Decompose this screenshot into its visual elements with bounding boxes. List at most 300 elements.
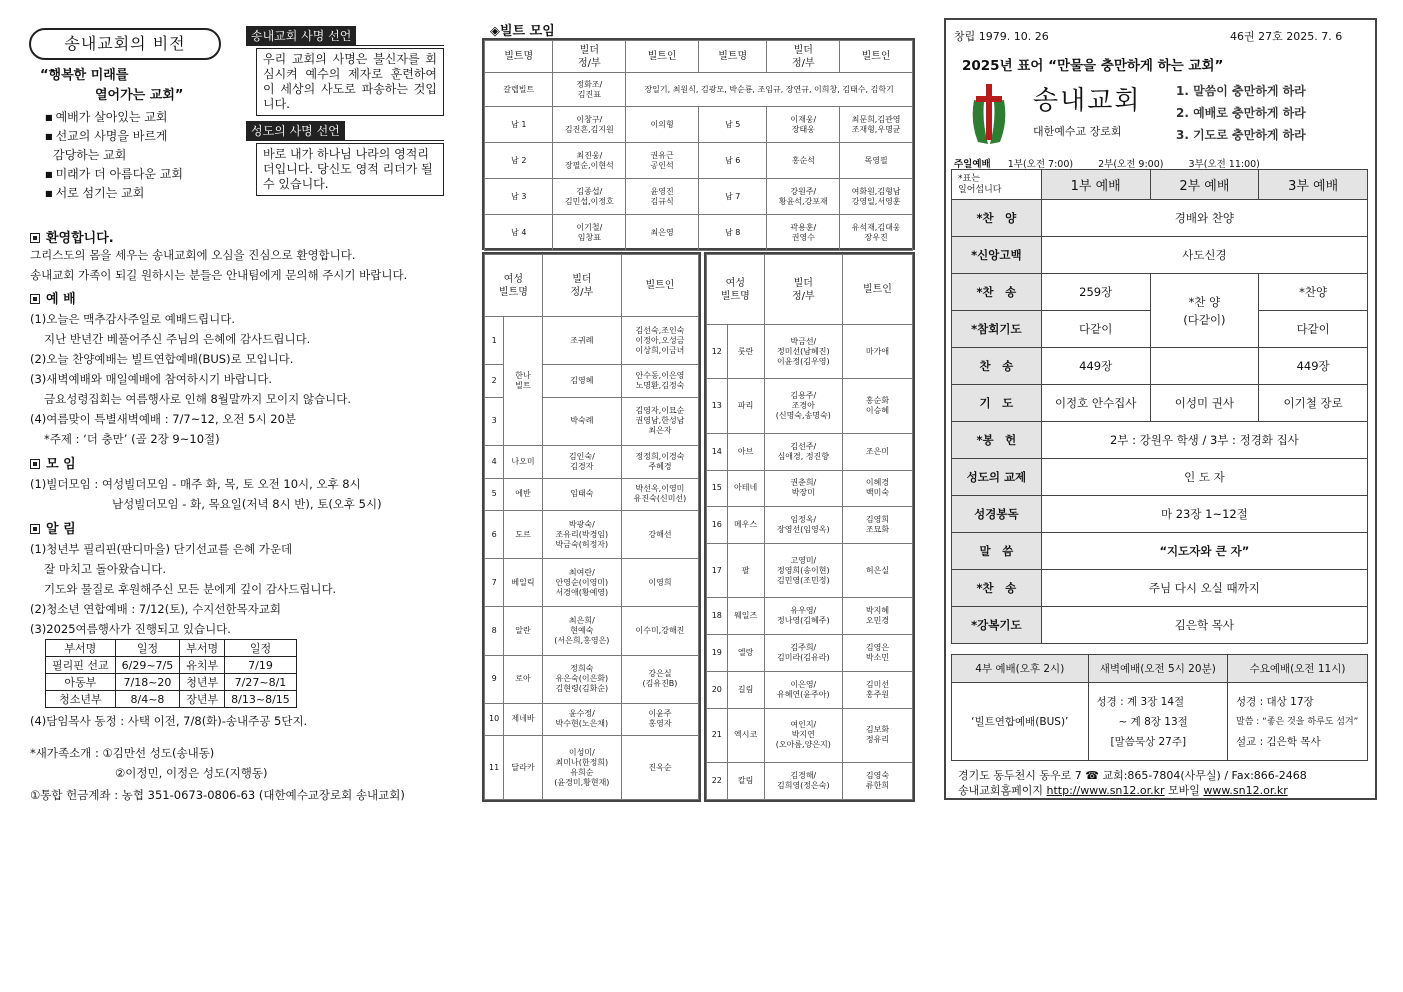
- cell-text: 칼림: [737, 776, 754, 786]
- cell-text: 팔: [741, 565, 750, 575]
- table-cell: [840, 179, 913, 215]
- cell-text: 엘랑: [737, 648, 754, 658]
- table-cell: [621, 445, 698, 478]
- mission-text: 우리 교회의 사명은 불신자를 회심시켜 예수의 제자로 훈련하여 이 세상의 사도로 파송하는 것입니다.: [256, 48, 444, 116]
- table-cell: [504, 736, 543, 800]
- vision-item: ■ 서로 섬기는 교회: [45, 184, 183, 203]
- cell-text: 엑시코: [734, 730, 758, 740]
- mobile-link[interactable]: www.sn12.or.kr: [1203, 784, 1288, 797]
- table-cell: [621, 703, 698, 736]
- detail-line: 설교 : 김은학 목사: [1236, 735, 1321, 748]
- table-cell: [842, 598, 912, 635]
- order-value: 경배와 찬양: [1041, 200, 1367, 237]
- goal-item: 3. 기도로 충만하게 하라: [1176, 128, 1306, 142]
- sunday-label: 주일예배: [954, 159, 991, 170]
- cell-text: 이성미/ 최미나(한정희) 유희순 (윤경미,황현재): [554, 747, 610, 787]
- table-cell: 청년부: [180, 674, 225, 691]
- cell-text: 최여란/ 안영순(이영미) 서경애(황예영): [555, 567, 609, 597]
- table-row: [707, 507, 913, 544]
- goals-list: [1176, 80, 1306, 146]
- table-cell: [727, 379, 764, 433]
- cell-text: 강원주/ 황윤석,강포재: [778, 186, 828, 206]
- cell-text: 메우스: [734, 520, 758, 530]
- cell-text: 강은실 (김유진B): [642, 669, 678, 689]
- table-cell: [727, 763, 764, 800]
- table-cell: [542, 365, 621, 398]
- order-value: 이정호 안수집사: [1041, 385, 1150, 422]
- cell-text: 2: [491, 376, 497, 386]
- dawn-service-detail: [1088, 683, 1228, 761]
- worship-line: 지난 반년간 베풀어주신 주님의 은혜에 감사드립니다.: [44, 332, 311, 346]
- order-row: [952, 422, 1368, 459]
- table-cell: [504, 317, 543, 446]
- summer-events-table: [45, 639, 297, 708]
- table-cell: [842, 635, 912, 672]
- cell-text: 여인지/ 박지연 (오아름,양은지): [775, 720, 831, 750]
- table-cell: [621, 365, 698, 398]
- cell-text: 13: [711, 401, 722, 411]
- service-time: 3부(오전 11:00): [1188, 159, 1260, 170]
- table-cell: [621, 478, 698, 511]
- cell-text: 박금선/ 정미선(남혜진) 이윤정(김우영): [776, 336, 830, 366]
- table-cell: [764, 325, 842, 379]
- table-cell: [842, 672, 912, 709]
- wednesday-service-detail: [1228, 683, 1368, 761]
- order-value: 주님 다시 오실 때까지: [1041, 570, 1367, 607]
- cell-text: 김영자,이묘순 권영남,한성남 최은자: [635, 406, 685, 436]
- welcome-line: 송내교회 가족이 되길 원하시는 분들은 안내팀에게 문의해 주시기 바랍니다.: [30, 268, 408, 282]
- cell-text: 이창구/ 김진흔,김지원: [564, 114, 614, 134]
- table-row: [485, 736, 699, 800]
- order-value: 259장: [1041, 274, 1150, 311]
- table-cell: [764, 544, 842, 598]
- table-cell: [542, 478, 621, 511]
- table-cell: [542, 703, 621, 736]
- notice-line: (3)2025여름행사가 진행되고 있습니다.: [30, 622, 231, 636]
- order-value: 마 23장 1~12절: [1041, 496, 1367, 533]
- table-cell: 8/13~8/15: [225, 691, 297, 708]
- table-cell: [504, 478, 543, 511]
- cell-text: 박숙례: [570, 416, 594, 426]
- order-value: 다같이: [1041, 311, 1150, 348]
- notice-line: (4)담임목사 동정 : 사택 이전, 7/8(화)-송내주공 5단지.: [30, 714, 308, 728]
- cell-text: 홍순화 이승혜: [865, 396, 890, 416]
- table-cell: [727, 708, 764, 762]
- table-cell: [764, 507, 842, 544]
- cell-text: 1: [491, 335, 497, 345]
- worship-line: (4)여름맞이 특별새벽예배 : 7/7~12, 오전 5시 20분: [30, 412, 297, 426]
- table-cell: [842, 379, 912, 433]
- table-cell: [485, 736, 504, 800]
- cell-text: 20: [711, 684, 722, 694]
- order-label: *찬 송: [952, 274, 1042, 311]
- header-text: 여성 빌트명: [498, 273, 528, 298]
- cell-text: 12: [711, 346, 722, 356]
- saint-text: 바로 내가 하나님 나라의 영적리더입니다. 당신도 영적 리더가 될 수 있습니다.: [256, 143, 444, 196]
- order-row: [952, 385, 1368, 422]
- mobile-label: 모바일: [1168, 784, 1200, 797]
- table-cell: [621, 511, 698, 559]
- table-cell: [485, 511, 504, 559]
- table-cell: 남 4: [485, 215, 553, 251]
- table-cell: [764, 635, 842, 672]
- cell-text: 로아: [515, 674, 531, 684]
- header-text: 여성 빌트명: [720, 277, 750, 302]
- table-cell: [542, 511, 621, 559]
- meeting-line: (1)빌더모임 : 여성빌더모임 - 매주 화, 목, 토 오전 10시, 오후 8시: [30, 477, 361, 491]
- cell-text: 김영혜: [570, 376, 594, 386]
- table-header: 빌트인: [840, 41, 913, 73]
- table-cell: 7/19: [225, 657, 297, 674]
- order-label: *찬 송: [952, 570, 1042, 607]
- table-row: [485, 317, 699, 365]
- service-time: 1부(오전 7:00): [1007, 159, 1074, 170]
- other-services-table: [951, 654, 1368, 761]
- order-value: 2부 : 강원우 학생 / 3부 : 정경화 집사: [1041, 422, 1367, 459]
- order-row: [952, 533, 1368, 570]
- cell-text: 4: [491, 456, 497, 466]
- cell-text: 이영희: [648, 577, 672, 587]
- worship-line: (1)오늘은 맥추감사주일로 예배드립니다.: [30, 312, 235, 326]
- square-bullet-icon: [30, 233, 40, 243]
- service-header: 2부 예배: [1150, 170, 1259, 200]
- cell-text: 8: [491, 625, 497, 635]
- table-cell: [764, 433, 842, 470]
- cell-text: 알란: [515, 625, 531, 635]
- website-line: [958, 783, 1307, 798]
- cell-text: 3: [491, 416, 497, 426]
- table-cell: [504, 655, 543, 703]
- table-cell: 7/18~20: [115, 674, 180, 691]
- order-row: [952, 200, 1368, 237]
- welcome-heading: 환영합니다.: [30, 227, 460, 246]
- square-bullet-icon: [30, 524, 40, 534]
- cell-text: 박광숙/ 조유리(박경임) 박금숙(허정자): [555, 519, 609, 549]
- cell-text: 윤영진 김규식: [650, 186, 674, 206]
- table-cell: [727, 433, 764, 470]
- table-cell: [767, 107, 840, 143]
- table-cell: [553, 107, 626, 143]
- table-cell: [764, 379, 842, 433]
- saint-declaration: [246, 120, 444, 196]
- founded-date: 창립 1979. 10. 26: [954, 30, 1049, 43]
- cell-text: 박지혜 오민경: [865, 606, 890, 626]
- table-cell: [707, 598, 728, 635]
- cell-text: 진옥순: [648, 762, 672, 772]
- order-row: [952, 570, 1368, 607]
- vision-item: ■ 선교의 사명을 바르게: [45, 127, 183, 146]
- meeting-line: 남성빌더모임 - 화, 목요일(저녁 8시 반), 토(오후 5시): [112, 497, 382, 511]
- table-header: 일정: [225, 640, 297, 657]
- cell-text: 아브: [737, 446, 754, 456]
- table-row: [46, 674, 297, 691]
- table-row: [485, 215, 913, 251]
- table-cell: [626, 179, 699, 215]
- table-cell: [842, 544, 912, 598]
- order-label: 성경봉독: [952, 496, 1042, 533]
- table-row: [485, 445, 699, 478]
- cell-text: 웨일즈: [734, 611, 758, 621]
- order-row: [952, 459, 1368, 496]
- denomination: 대한예수교 장로회: [1033, 125, 1122, 138]
- table-row: [485, 511, 699, 559]
- table-header: 일정: [115, 640, 180, 657]
- order-value: 449장: [1041, 348, 1150, 385]
- goal-item: 1. 말씀이 충만하게 하라: [1176, 84, 1306, 98]
- cell-text: 김미선 홍주원: [865, 679, 890, 699]
- cell-text: 목영필: [864, 155, 888, 165]
- service-header: 3부 예배: [1259, 170, 1368, 200]
- standing-note-text: *표는 일어섭니다: [958, 173, 1002, 195]
- worship-heading: 예 배: [30, 288, 460, 307]
- table-cell: 청소년부: [46, 691, 116, 708]
- vision-item: ■ 미래가 더 아름다운 교회: [45, 165, 183, 184]
- cell-text: 22: [711, 776, 722, 786]
- service-time: 2부(오전 9:00): [1098, 159, 1164, 170]
- table-row: [485, 703, 699, 736]
- table-cell: [542, 655, 621, 703]
- order-label: 찬 송: [952, 348, 1042, 385]
- order-row: [952, 496, 1368, 533]
- homepage-label: 송내교회홈페이지: [958, 784, 1044, 797]
- table-cell: [842, 507, 912, 544]
- table-row: [485, 107, 913, 143]
- cell-text: 고영미/ 정영희(송이현) 김민영(조민정): [776, 555, 830, 585]
- header-builder: 빌더 정/부: [577, 44, 601, 69]
- table-cell: [842, 433, 912, 470]
- cell-text: 마가애: [865, 346, 890, 356]
- table-cell: [764, 672, 842, 709]
- table-cell: [707, 470, 728, 507]
- service-header: 수요예배(오전 11시): [1228, 655, 1368, 683]
- order-label: *봉 헌: [952, 422, 1042, 459]
- church-logo-icon: [968, 82, 1010, 146]
- table-cell: [840, 107, 913, 143]
- order-row: [952, 348, 1368, 385]
- address-line: 경기도 동두천시 동우로 7 ☎ 교회:865-7804(사무실) / Fax:866-2468: [958, 769, 1307, 782]
- table-cell: [542, 317, 621, 365]
- table-cell: 남 3: [485, 179, 553, 215]
- cell-text: 허은실: [865, 565, 890, 575]
- table-cell: [707, 325, 728, 379]
- cell-text: 21: [711, 730, 722, 740]
- cell-text: 이윤주 홍영자: [648, 709, 672, 729]
- meeting-heading: 모 임: [30, 453, 460, 472]
- announcements: [30, 227, 460, 805]
- belt-title: ◈빌트 모임: [490, 24, 555, 39]
- table-row: [707, 544, 913, 598]
- cell-text: 제네바: [511, 714, 535, 724]
- cell-text: 김선주/ 심애경, 정진향: [777, 441, 830, 461]
- cell-text: 김종섭/ 김민섭,이정호: [564, 186, 614, 206]
- square-bullet-icon: [30, 459, 40, 469]
- table-header: 빌트인: [626, 41, 699, 73]
- table-cell: 8/4~8: [115, 691, 180, 708]
- cell-text: 조은미: [865, 446, 890, 456]
- cell-text: 여화원,김형남 강영일,서영훈: [851, 186, 901, 206]
- cell-text: 이재웅/ 장태웅: [790, 114, 817, 134]
- table-header: 부서명: [46, 640, 116, 657]
- table-cell: [767, 179, 840, 215]
- table-row: [46, 691, 297, 708]
- table-cell: [764, 763, 842, 800]
- cell-text: 최은희/ 현예숙 (서은희,홍영은): [554, 615, 610, 645]
- table-cell: [727, 470, 764, 507]
- table-cell: 7/27~8/1: [225, 674, 297, 691]
- square-bullet-icon: [30, 294, 40, 304]
- table-cell: 아동부: [46, 674, 116, 691]
- table-cell: [621, 736, 698, 800]
- table-header: [542, 255, 621, 317]
- cell-text: 정희숙 유은숙(이은화) 김현령(김화순): [555, 664, 609, 694]
- account-line: ①통합 헌금계좌 : 농협 351-0673-0806-63 (대한예수교장로회 송내교회): [30, 788, 405, 802]
- cell-text: 김보화 정유리: [865, 725, 890, 745]
- table-cell: [626, 107, 699, 143]
- cell-text: 이기철/ 임창표: [576, 222, 603, 242]
- order-row: [952, 607, 1368, 644]
- cell-text: 7: [491, 577, 497, 587]
- table-cell: [542, 445, 621, 478]
- table-cell: [842, 325, 912, 379]
- church-name: 송내교회: [1033, 86, 1142, 116]
- new-family-line: ②이정민, 이정은 성도(지행동): [115, 766, 268, 780]
- table-cell: 장년부: [180, 691, 225, 708]
- order-value: *찬양: [1259, 274, 1368, 311]
- order-value: 449장: [1259, 348, 1368, 385]
- new-family-line: *새가족소개 : ①김만선 성도(송내동): [30, 746, 215, 760]
- cell-text: 임정옥/ 장영선(임영옥): [776, 515, 830, 535]
- cell-text: 6: [491, 529, 497, 539]
- table-cell: [727, 507, 764, 544]
- table-row: [707, 672, 913, 709]
- table-cell: 남 1: [485, 107, 553, 143]
- table-cell: 장일기, 최원식, 김광모, 박순룡, 조임규, 장연규, 이희창, 김태수, 김학기: [626, 73, 913, 107]
- table-cell: [485, 607, 504, 655]
- cell-text: 17: [711, 565, 722, 575]
- table-header: [764, 255, 842, 325]
- table-cell: [727, 672, 764, 709]
- table-cell: [553, 143, 626, 179]
- table-row: [707, 708, 913, 762]
- table-cell: 남 6: [698, 143, 766, 179]
- homepage-link[interactable]: http://www.sn12.or.kr: [1046, 784, 1165, 797]
- cell-text: 김영희 조묘화: [865, 515, 890, 535]
- women-belt-table-left: [482, 252, 701, 802]
- cell-text: 김경해/ 김희영(정은숙): [776, 771, 830, 791]
- table-cell: 6/29~7/5: [115, 657, 180, 674]
- order-label: *신앙고백: [952, 237, 1042, 274]
- cell-text: 임태숙: [570, 489, 594, 499]
- table-row: [707, 598, 913, 635]
- cell-text: 9: [491, 674, 497, 684]
- table-row: [707, 433, 913, 470]
- order-row: [952, 237, 1368, 274]
- table-cell: [621, 655, 698, 703]
- table-cell: [707, 544, 728, 598]
- order-value: [1150, 348, 1259, 385]
- table-row: [485, 73, 913, 107]
- table-cell: 남 8: [698, 215, 766, 251]
- cell-text: 이의형: [650, 119, 674, 129]
- cell-text: 김영은 박소민: [865, 643, 890, 663]
- cell-text: 5: [491, 489, 497, 499]
- detail-line: 말씀 : “좋은 것을 하루도 섬겨”: [1236, 716, 1359, 727]
- order-label: 기 도: [952, 385, 1042, 422]
- table-cell: [727, 544, 764, 598]
- cell-text: 아테네: [734, 483, 758, 493]
- cell-text: 김주희/ 김미라(김유라): [776, 643, 830, 663]
- table-cell: 필리핀 선교: [46, 657, 116, 674]
- table-cell: [626, 215, 699, 251]
- table-header: 빌트인: [621, 255, 698, 317]
- worship-line: 금요성령집회는 여름행사로 인해 8월말까지 모이지 않습니다.: [44, 392, 351, 406]
- order-value-text: *찬 양 (다같이): [1183, 294, 1226, 327]
- cell-text: 룻란: [737, 346, 754, 356]
- table-row: [485, 607, 699, 655]
- table-row: [707, 379, 913, 433]
- contact-info: [958, 768, 1307, 798]
- cell-text: 권유근 공인석: [650, 150, 674, 170]
- table-row: [485, 655, 699, 703]
- order-label: *찬 양: [952, 200, 1042, 237]
- worship-line: (3)새벽예배와 매일예배에 참여하시기 바랍니다.: [30, 372, 272, 386]
- cell-text: 김인숙/ 김경자: [568, 451, 595, 471]
- table-cell: [485, 478, 504, 511]
- table-header: 빌트명: [485, 41, 553, 73]
- table-header: 빌트인: [842, 255, 912, 325]
- notice-line: 기도와 물질로 후원해주신 모든 분에게 깊이 감사드립니다.: [44, 582, 337, 596]
- order-label: *참회기도: [952, 311, 1042, 348]
- order-label: 말 씀: [952, 533, 1042, 570]
- table-cell: [727, 325, 764, 379]
- detail-line: 성경 : 대상 17장: [1236, 695, 1314, 708]
- table-cell: [553, 215, 626, 251]
- vision-item: ■ 예배가 살아있는 교회: [45, 108, 183, 127]
- order-value: 다같이: [1259, 311, 1368, 348]
- cell-text: 정화조/ 김진표: [576, 79, 603, 99]
- worship-line: *주제 : ‘더 충만’ (골 2장 9~10절): [44, 432, 220, 446]
- table-cell: [504, 559, 543, 607]
- cell-text: 19: [711, 648, 722, 658]
- table-cell: [485, 365, 504, 398]
- cell-text: 김영숙 류한희: [865, 771, 890, 791]
- cell-text: 14: [711, 446, 722, 456]
- order-value: “지도자와 큰 자”: [1041, 533, 1367, 570]
- cell-text: 강해선: [648, 529, 672, 539]
- cell-text: 이은영/ 유혜연(윤주아): [776, 679, 830, 699]
- cell-text: 18: [711, 611, 722, 621]
- order-value: 이기철 장로: [1259, 385, 1368, 422]
- notice-line: 잘 마치고 돌아왔습니다.: [44, 562, 167, 576]
- table-row: [707, 763, 913, 800]
- table-cell: 남 2: [485, 143, 553, 179]
- table-header: [485, 255, 543, 317]
- slogan-line-2: 열어가는 교회”: [95, 88, 184, 103]
- table-cell: [764, 470, 842, 507]
- cell-text: 나오미: [511, 456, 535, 466]
- service-header: 새벽예배(오전 5시 20분): [1088, 655, 1228, 683]
- table-cell: [840, 143, 913, 179]
- table-header: 빌트명: [698, 41, 766, 73]
- table-cell: [842, 470, 912, 507]
- order-label: *강복기도: [952, 607, 1042, 644]
- table-cell: [485, 559, 504, 607]
- header-text: 빌더 정/부: [570, 273, 594, 298]
- volume-issue: 46권 27호 2025. 7. 6: [1230, 30, 1343, 43]
- welcome-line: 그리스도의 몸을 세우는 송내교회에 오심을 진심으로 환영합니다.: [30, 248, 356, 262]
- table-row: [485, 143, 913, 179]
- saint-heading: 성도의 사명 선언: [246, 121, 345, 140]
